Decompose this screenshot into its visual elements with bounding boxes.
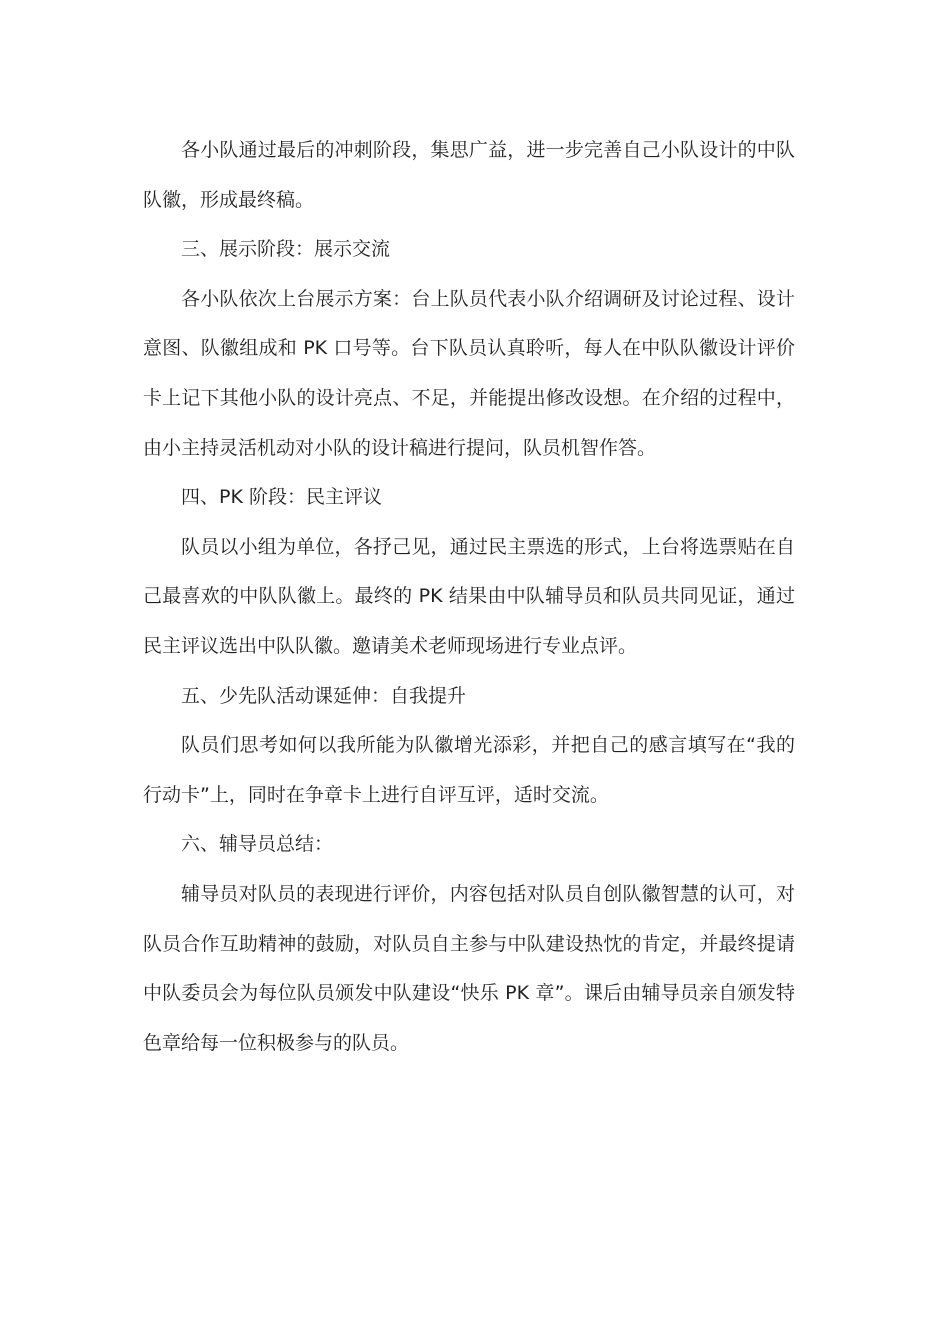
paragraph-summary: 辅导员对队员的表现进行评价，内容包括对队员自创队徽智慧的认可，对队员合作互助精神的鼓励，对队员自主参与中队建设热忱的肯定，并最终提请中队委员会为每位队员颁发中队建设“快乐 PK 章”。课后由辅导员亲自颁发特色章给每一位积极参与的队员。	[143, 882, 795, 1054]
section-heading-extension: 五、少先队活动课延伸：自我提升	[181, 684, 467, 707]
section-heading-summary: 六、辅导员总结：	[181, 833, 334, 856]
document-body	[143, 126, 795, 1068]
paragraph-pk: 队员以小组为单位，各抒己见，通过民主票选的形式，上台将选票贴在自己最喜欢的中队队徽上。最终的 PK 结果由中队辅导员和队员共同见证，通过民主评议选出中队队徽。邀请美术老师现场进行专业点评。	[143, 535, 795, 657]
paragraph-display: 各小队依次上台展示方案：台上队员代表小队介绍调研及讨论过程、设计意图、队徽组成和 PK 口号等。台下队员认真聆听，每人在中队队徽设计评价卡上记下其他小队的设计亮点、不足，并能提出修改设想。在介绍的过程中，由小主持灵活机动对小队的设计稿进行提问，队员机智作答。	[143, 287, 795, 459]
paragraph-final-draft: 各小队通过最后的冲刺阶段，集思广益，进一步完善自己小队设计的中队队徽，形成最终稿。	[143, 139, 795, 211]
section-heading-pk: 四、PK 阶段：民主评议	[181, 486, 382, 509]
section-heading-display: 三、展示阶段：展示交流	[181, 238, 391, 261]
paragraph-extension: 队员们思考如何以我所能为队徽增光添彩，并把自己的感言填写在“我的行动卡”上，同时在争章卡上进行自评互评，适时交流。	[143, 734, 795, 806]
